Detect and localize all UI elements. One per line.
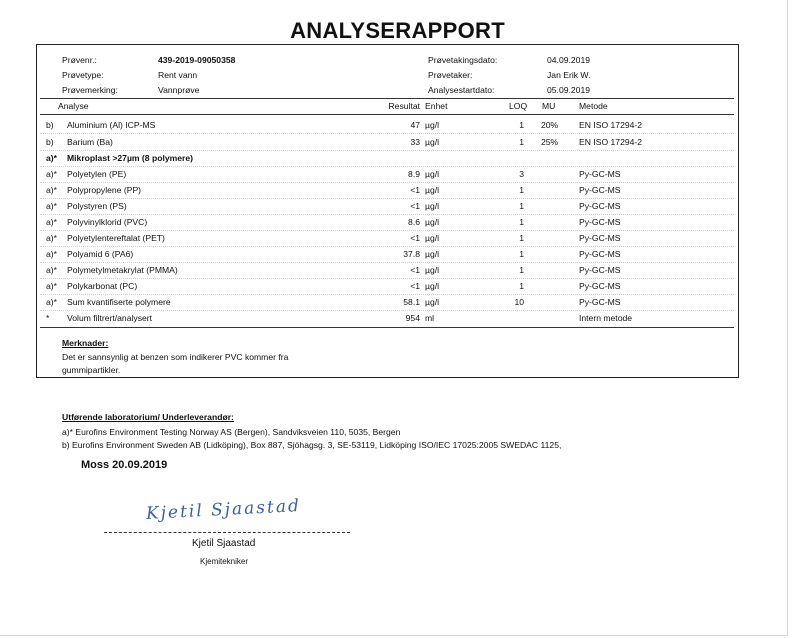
row-loq: 1 (519, 233, 524, 243)
row-separator (40, 182, 734, 183)
signature-line (104, 532, 350, 533)
row-method: Py-GC-MS (579, 281, 621, 291)
row-mu: 20% (541, 120, 559, 130)
row-flag: a)* (46, 281, 57, 291)
row-analyse: Polyetylentereftalat (PET) (67, 233, 165, 243)
row-loq: 1 (519, 281, 524, 291)
row-method: EN ISO 17294-2 (579, 120, 643, 130)
row-unit: µg/l (425, 233, 440, 243)
row-flag: a)* (46, 217, 57, 227)
row-unit: µg/l (425, 297, 440, 307)
row-separator (40, 133, 734, 134)
row-unit: µg/l (425, 201, 440, 211)
sampling-date-value: 04.09.2019 (547, 55, 591, 65)
row-mu: 25% (541, 137, 559, 147)
row-analyse: Polymetylmetakrylat (PMMA) (67, 265, 178, 275)
row-flag: b) (46, 137, 54, 147)
row-unit: µg/l (425, 185, 440, 195)
row-result: 58.1 (403, 297, 420, 307)
row-separator (40, 278, 734, 279)
row-unit: µg/l (425, 120, 440, 130)
page-title: ANALYSERAPPORT (290, 18, 505, 43)
row-analyse: Polyamid 6 (PA6) (67, 249, 134, 259)
row-result: <1 (410, 281, 420, 291)
row-result: <1 (410, 185, 420, 195)
row-method: Py-GC-MS (579, 233, 621, 243)
remarks-line-1: Det er sannsynlig at benzen som indikerer PVC kommer fra (62, 352, 289, 362)
row-separator (40, 294, 734, 295)
row-flag: a)* (46, 201, 57, 211)
row-flag: a)* (46, 233, 57, 243)
row-unit: µg/l (425, 281, 440, 291)
table-bottom-rule (40, 327, 734, 328)
analysis-start-value: 05.09.2019 (547, 85, 591, 95)
handwritten-signature: Kjetil Sjaastad (145, 495, 302, 525)
sample-mark-value: Vannprøve (158, 85, 200, 95)
row-result: 954 (405, 313, 420, 323)
row-method: EN ISO 17294-2 (579, 137, 643, 147)
row-method: Py-GC-MS (579, 217, 621, 227)
row-result: <1 (410, 233, 420, 243)
row-separator (40, 262, 734, 263)
row-result: 37.8 (403, 249, 420, 259)
row-analyse: Polypropylene (PP) (67, 185, 142, 195)
row-separator (40, 230, 734, 231)
sample-no-value: 439-2019-09050358 (158, 55, 236, 65)
row-flag: * (46, 313, 50, 323)
row-loq: 10 (514, 297, 524, 307)
col-header-loq: LOQ (509, 101, 528, 111)
row-method: Py-GC-MS (579, 265, 621, 275)
sampler-label: Prøvetaker: (428, 70, 473, 80)
row-unit: µg/l (425, 217, 440, 227)
row-separator (40, 214, 734, 215)
sample-type-label: Prøvetype: (62, 70, 104, 80)
row-result: 8.6 (408, 217, 420, 227)
row-flag: a)* (46, 249, 57, 259)
row-loq: 1 (519, 217, 524, 227)
labs-heading: Utførende laboratorium/ Underleverandør: (62, 412, 234, 422)
row-method: Py-GC-MS (579, 249, 621, 259)
row-loq: 1 (519, 185, 524, 195)
row-separator (40, 310, 734, 311)
row-flag: a)* (46, 297, 57, 307)
row-analyse: Polyetylen (PE) (67, 169, 127, 179)
row-flag: b) (46, 120, 54, 130)
sample-mark-label: Prøvemerking: (62, 85, 118, 95)
sample-type-value: Rent vann (158, 70, 198, 80)
sampling-date-label: Prøvetakingsdato: (428, 55, 498, 65)
row-unit: µg/l (425, 249, 440, 259)
remarks-heading: Merknader: (62, 338, 109, 348)
row-flag: a)* (46, 153, 57, 163)
row-method: Intern metode (579, 313, 633, 323)
row-analyse-group: Mikroplast >27µm (8 polymere) (67, 153, 194, 163)
row-loq: 1 (519, 120, 524, 130)
col-header-metode: Metode (579, 101, 608, 111)
row-flag: a)* (46, 169, 57, 179)
row-loq: 1 (519, 201, 524, 211)
header-bottom-rule (40, 114, 734, 115)
place-date: Moss 20.09.2019 (81, 459, 168, 471)
signer-role: Kjemitekniker (200, 557, 249, 566)
row-result: <1 (410, 265, 420, 275)
signer-name: Kjetil Sjaastad (192, 538, 256, 549)
lab-a: a)* Eurofins Environment Testing Norway AS (Bergen), Sandviksveien 110, 5035, Bergen (62, 427, 401, 437)
row-result: 8.9 (408, 169, 420, 179)
sample-no-label: Prøvenr.: (62, 55, 97, 65)
row-loq: 1 (519, 265, 524, 275)
col-header-enhet: Enhet (425, 101, 448, 111)
row-result: 33 (410, 137, 420, 147)
row-method: Py-GC-MS (579, 185, 621, 195)
row-unit: ml (425, 313, 435, 323)
row-analyse: Aluminium (Al) ICP-MS (67, 120, 156, 130)
row-unit: µg/l (425, 265, 440, 275)
row-loq: 1 (519, 137, 524, 147)
row-method: Py-GC-MS (579, 201, 621, 211)
row-flag: a)* (46, 185, 57, 195)
col-header-resultat: Resultat (388, 101, 420, 111)
row-separator (40, 198, 734, 199)
header-top-rule (40, 98, 734, 99)
row-separator (40, 150, 734, 151)
col-header-analyse: Analyse (58, 101, 89, 111)
row-analyse: Polykarbonat (PC) (67, 281, 138, 291)
row-flag: a)* (46, 265, 57, 275)
row-analyse: Barium (Ba) (67, 137, 113, 147)
analysis-start-label: Analysestartdato: (428, 85, 495, 95)
row-method: Py-GC-MS (579, 297, 621, 307)
row-unit: µg/l (425, 169, 440, 179)
row-analyse: Volum filtrert/analysert (67, 313, 153, 323)
row-analyse: Sum kvantifiserte polymere (67, 297, 171, 307)
sampler-value: Jan Erik W. (547, 70, 591, 80)
row-method: Py-GC-MS (579, 169, 621, 179)
row-result: 47 (410, 120, 420, 130)
row-analyse: Polyvinylklorid (PVC) (67, 217, 148, 227)
row-loq: 1 (519, 249, 524, 259)
col-header-mu: MU (542, 101, 556, 111)
row-separator (40, 246, 734, 247)
row-loq: 3 (519, 169, 524, 179)
row-result: <1 (410, 201, 420, 211)
remarks-line-2: gummipartikler. (62, 365, 121, 375)
row-separator (40, 166, 734, 167)
row-analyse: Polystyren (PS) (67, 201, 127, 211)
lab-b: b) Eurofins Environment Sweden AB (Lidköping), Box 887, Sjöhagsg. 3, SE-53119, Lidköping ISO/IEC 17025:2005 SWEDAC 1125, (62, 440, 562, 450)
row-unit: µg/l (425, 137, 440, 147)
